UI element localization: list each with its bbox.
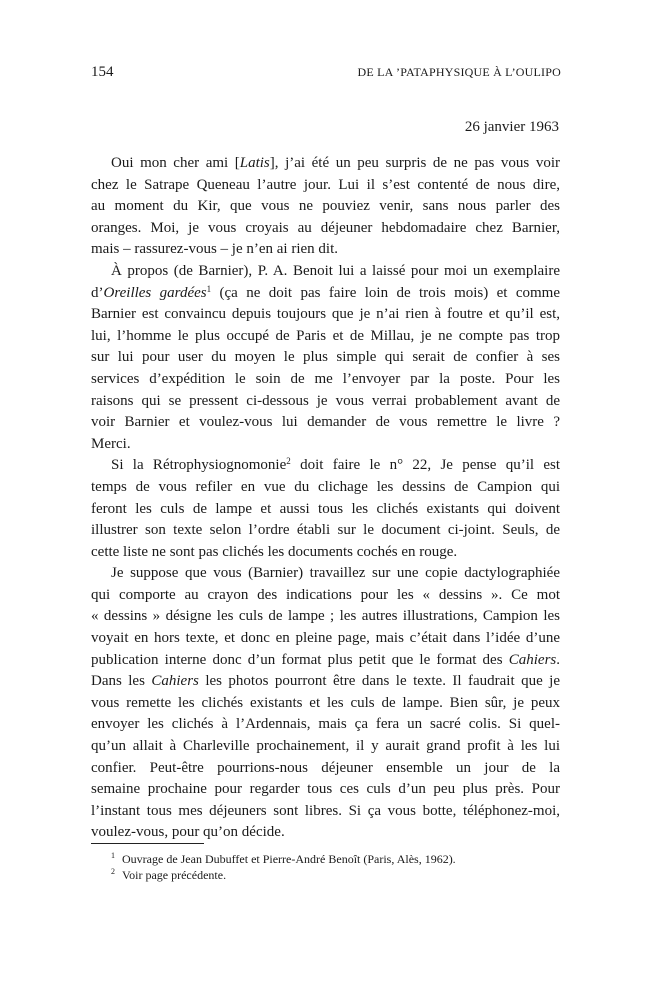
text-line: mais – rassurez-vous – je n’en ai rien dit. [91,241,339,258]
footnote-ref-2: 2 [286,456,291,467]
text-line: feront les culs de lampe et aussi tous les clichés existants qui doivent [91,500,560,517]
text-line: voir Barnier et voulez-vous lui demander de vous remettre le livre ? [91,414,560,431]
text-line: d’Oreilles gardées$^1$ (ça ne doit pas faire loin de trois mois) et comme [91,283,561,301]
text-line: chez le Satrape Queneau l’autre jour. Lui il s’est contenté de nous dire, [91,176,560,193]
text-line: Merci. [91,435,131,452]
text-line: confier. Peut-être pourrions-nous déjeuner ensemble un jour de la [91,759,560,776]
footnotes [111,851,561,883]
text-line: oranges. Moi, je vous croyais au déjeuner hebdomadaire chez Barnier, [91,219,560,236]
text-line: publication interne donc d’un format plus petit que le format des Cahiers. [91,651,560,668]
text-line: raisons qui se pressent ci-dessous je vous verrai probablement avant de [91,392,560,409]
footnote-number: 1 [111,851,115,860]
text-line: À propos (de Barnier), P. A. Benoit lui a laissé pour moi un exemplaire [111,262,560,279]
text-line: « dessins » désigne les culs de lampe ; les autres illustrations, Campion les [91,608,560,625]
footnote-ref-1: 1 [206,283,212,294]
text-line: qu’un allait à Charleville prochainement, il y aurait grand profit à les lui [91,738,560,755]
text-line: envoyer les clichés à l’Ardennais, mais ça fera un sacré colis. Si quel- [91,716,560,733]
text-line: sur lui pour user du moyen le plus simple qui serait de confier à ses [91,349,560,366]
text-line: voulez-vous, pour qu’on décide. [91,824,285,841]
text-line: semaine prochaine pour regarder tous ces culs d’un peu plus près. Pour [91,781,560,798]
paragraph-3 [91,455,560,563]
footnote-number: 2 [111,867,115,876]
page-number: 154 [91,64,114,80]
running-head [91,64,561,84]
text-line: Oui mon cher ami [Latis], j’ai été un peu surpris de ne pas vous voir [111,155,560,171]
letter-date: 26 janvier 1963 [464,119,559,135]
letter-body [91,153,560,844]
text-line: illustrer son texte selon l’ordre établi sur le document ci-joint. Seuls, de [91,522,560,539]
text-line: Si la Rétrophysiognomonie$^2$ doit faire le n° 22, Je pense qu’il est [111,456,560,474]
text-line: lui, l’homme le plus occupé de Paris et de Millau, je ne compte pas trop [91,327,560,344]
text-line: services d’expédition le soin de me l’envoyer par la poste. Pour les [91,370,560,387]
footnote-text: Ouvrage de Jean Dubuffet et Pierre-André Benoît (Paris, Alès, 1962). [122,852,456,866]
text-line: au moment du Kir, que vous ne pouviez venir, sans nous parler des [91,198,560,215]
text-line: voyait en hors texte, et donc en pleine page, mais c’était dans l’idée d’une [91,630,560,647]
text-line: vous remette les clichés existants et les culs de lampe. Bien sûr, je peux [91,694,560,711]
text-line: qui comporte au crayon des indications pour les « dessins ». Ce mot [91,586,560,603]
footnote-separator [91,843,204,844]
text-line: Dans les Cahiers les photos pourront être dans le texte. Il faudrait que je [91,673,560,690]
text-line: temps de vous refiler en vue du clichage les dessins de Campion qui [91,478,560,495]
text-line: l’instant tous mes déjeuners sont libres. Si ça vous botte, téléphonez-moi, [91,802,560,819]
footnote-2 [111,867,561,883]
paragraph-2 [91,261,560,455]
paragraph-1 [91,153,560,261]
paragraph-4 [91,563,560,844]
footnote-text: Voir page précédente. [122,868,227,882]
footnote-1 [111,851,561,867]
text-line: Je suppose que vous (Barnier) travaillez sur une copie dactylographiée [111,565,560,582]
text-line: Barnier est convaincu depuis toujours que je n’ai rien à foutre et qu’il est, [91,306,560,323]
running-title: DE LA ’PATAPHYSIQUE À L’OULIPO [357,65,561,79]
text-line: cette liste ne sont pas clichés les documents cochés en rouge. [91,543,458,560]
